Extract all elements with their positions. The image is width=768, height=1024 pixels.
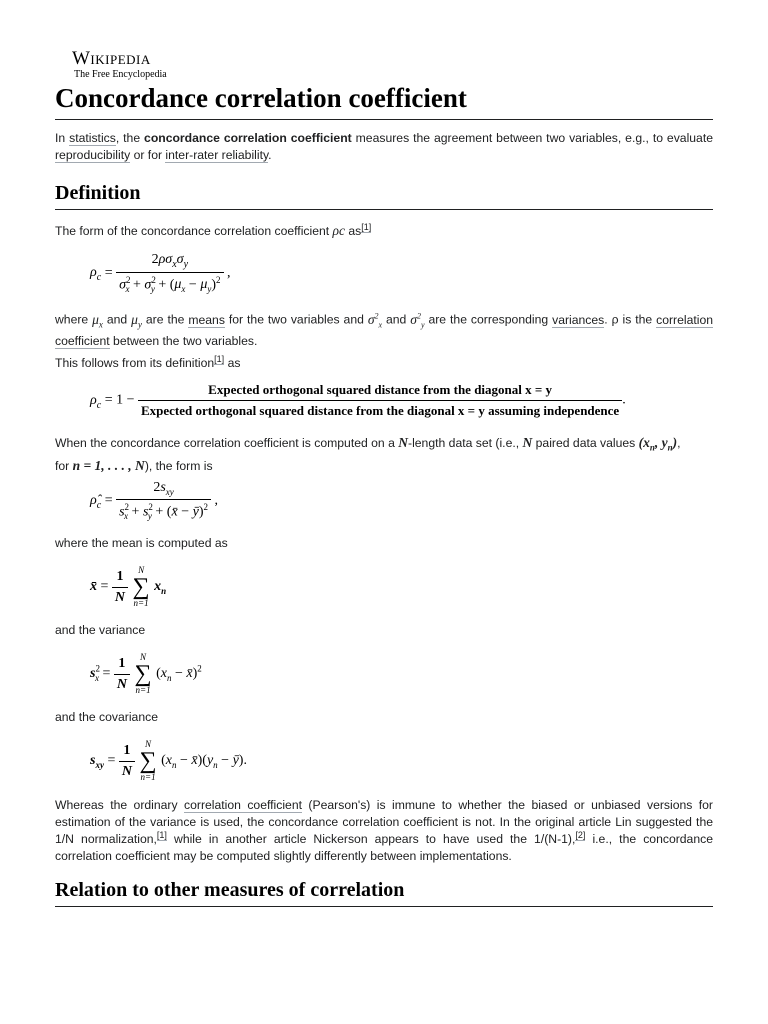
intro-text: , the xyxy=(115,131,145,145)
text: for the two variables and xyxy=(224,312,368,327)
text: The form of the concordance correlation coefficient xyxy=(55,224,333,238)
intro-text: In xyxy=(55,131,70,145)
equation-mean: x̄ = $\frac{1}{N}$ N ∑ n=1 $x_n$ xyxy=(90,565,167,608)
reference-1[interactable]: [1] xyxy=(361,221,372,232)
def-paragraph-4: When the concordance correlation coefficient is computed on a N-length data set (i.e., N paired data values ($x_n$, $y_n$), for n = 1, . . . , N), the form is xyxy=(55,435,681,473)
equation-definition: $\rho_c = 1$ − Expected orthogonal squared distance from the diagonal x = y Expected orthogonal squared distance from the diagonal x = y assuming independence . xyxy=(90,382,626,418)
text: are the corresponding xyxy=(424,312,553,327)
equation-denominator: Expected orthogonal squared distance from the diagonal x = y assuming independence xyxy=(138,400,622,419)
link-inter-rater-reliability[interactable]: inter-rater reliability xyxy=(165,148,269,162)
link-statistics[interactable]: statistics xyxy=(69,131,116,145)
text: as xyxy=(345,224,362,238)
text: where xyxy=(55,312,93,327)
reference-1[interactable]: [1] xyxy=(156,829,167,840)
reference-1[interactable]: [1] xyxy=(214,353,225,364)
link-means[interactable]: means xyxy=(188,312,225,327)
section-heading-relation: Relation to other measures of correlation xyxy=(55,877,713,907)
page-title: Concordance correlation coefficient xyxy=(55,80,713,120)
text: paired data values xyxy=(532,436,639,450)
equation-covariance: $s_{xy}$ = $\frac{1}{N}$ N ∑ n=1 ($x_n$ − $x̄)(y_n$ − ȳ). xyxy=(90,739,247,782)
def-paragraph-5: where the mean is computed as xyxy=(55,536,228,550)
logo-tagline: The Free Encyclopedia xyxy=(74,69,167,80)
intro-text: measures the agreement between two variables, e.g., to evaluate xyxy=(351,131,713,145)
link-reproducibility[interactable]: reproducibility xyxy=(55,148,131,162)
section-heading-definition: Definition xyxy=(55,180,713,210)
intro-text: . xyxy=(268,148,272,162)
text: , the form is xyxy=(148,458,213,473)
equation-variance: $s^2_x$ = $\frac{1}{N}$ N ∑ n=1 ($x_n$ − x̄)$^2$ xyxy=(90,652,202,695)
intro-paragraph xyxy=(55,130,713,164)
text: between the two variables. xyxy=(109,334,258,349)
equation-fraction: $\frac{2s_{xy}}{s^2_x + s^2_y + (x̄ - ȳ)^2}$ xyxy=(116,480,211,521)
text: -length data set (i.e., xyxy=(408,436,523,450)
text: and xyxy=(102,312,132,327)
text: for xyxy=(55,458,73,473)
intro-bold-term: concordance correlation coefficient xyxy=(144,131,352,145)
def-paragraph-7: and the covariance xyxy=(55,710,158,724)
equation-numerator: Expected orthogonal squared distance from the diagonal x = y xyxy=(208,382,553,397)
text: i.e., the concordance correlation coefficient may be computed slightly differently between implementations. xyxy=(55,832,713,863)
link-correlation-coefficient[interactable]: correlation coefficient xyxy=(55,312,714,349)
def-paragraph-1 xyxy=(55,222,713,240)
logo-wordmark: Wikipedia xyxy=(72,48,151,69)
text: while in another article Nickerson appears to have used the 1/(N-1), xyxy=(166,832,576,846)
equation-fraction xyxy=(138,382,622,419)
intro-text: or for xyxy=(130,148,166,162)
wikipedia-logo[interactable] xyxy=(72,49,167,81)
text: , xyxy=(677,436,681,450)
text: (Pearson's) is immune to whether the biased or unbiased versions for estimation of the variance is used, the concordance correlation coefficient is not. In the original article Lin suggested the 1/N normalization, xyxy=(55,798,713,846)
equation-sample-ccc: $\rhô_c$ = $\frac{2s_{xy}}{s^2_x + s^2_y + (x̄ - ȳ)^2}$ , xyxy=(90,480,218,522)
text: . ρ is the xyxy=(604,312,657,327)
equation-fraction: $\frac{2\rho\sigma_x\sigma_y}{\sigma^2_x + \sigma^2_y + (\mu_x - \mu_y)^2}$ xyxy=(116,252,223,294)
text: When the concordance correlation coefficient is computed on a xyxy=(55,436,399,450)
equation-rho-c: $\rho_c$ = $\frac{2\rho\sigma_x\sigma_y}{\sigma^2_x + \sigma^2_y + (\mu_x - \mu_y)^2}$ , xyxy=(90,252,231,295)
def-paragraph-6: and the variance xyxy=(55,623,146,637)
text: and xyxy=(382,312,411,327)
text: This follows from its definition xyxy=(55,356,215,370)
rho-c-symbol: ρc xyxy=(332,223,346,238)
reference-2[interactable]: [2] xyxy=(575,829,586,840)
link-correlation-coefficient-2[interactable]: correlation coefficient xyxy=(184,798,302,812)
text: as xyxy=(224,356,241,370)
text: Whereas the ordinary xyxy=(55,798,185,812)
text: are the xyxy=(141,312,189,327)
def-paragraph-8 xyxy=(55,797,713,865)
def-paragraph-2: where $\mu_x$ and $\mu_y$ are the means for the two variables and $\sigma^2_x$ and $\sigma^2_y$ are the corresponding variances. ρ is the correlation coefficient between the two variables. xyxy=(55,311,714,349)
link-variances[interactable]: variances xyxy=(552,312,605,327)
def-paragraph-3 xyxy=(55,355,713,372)
